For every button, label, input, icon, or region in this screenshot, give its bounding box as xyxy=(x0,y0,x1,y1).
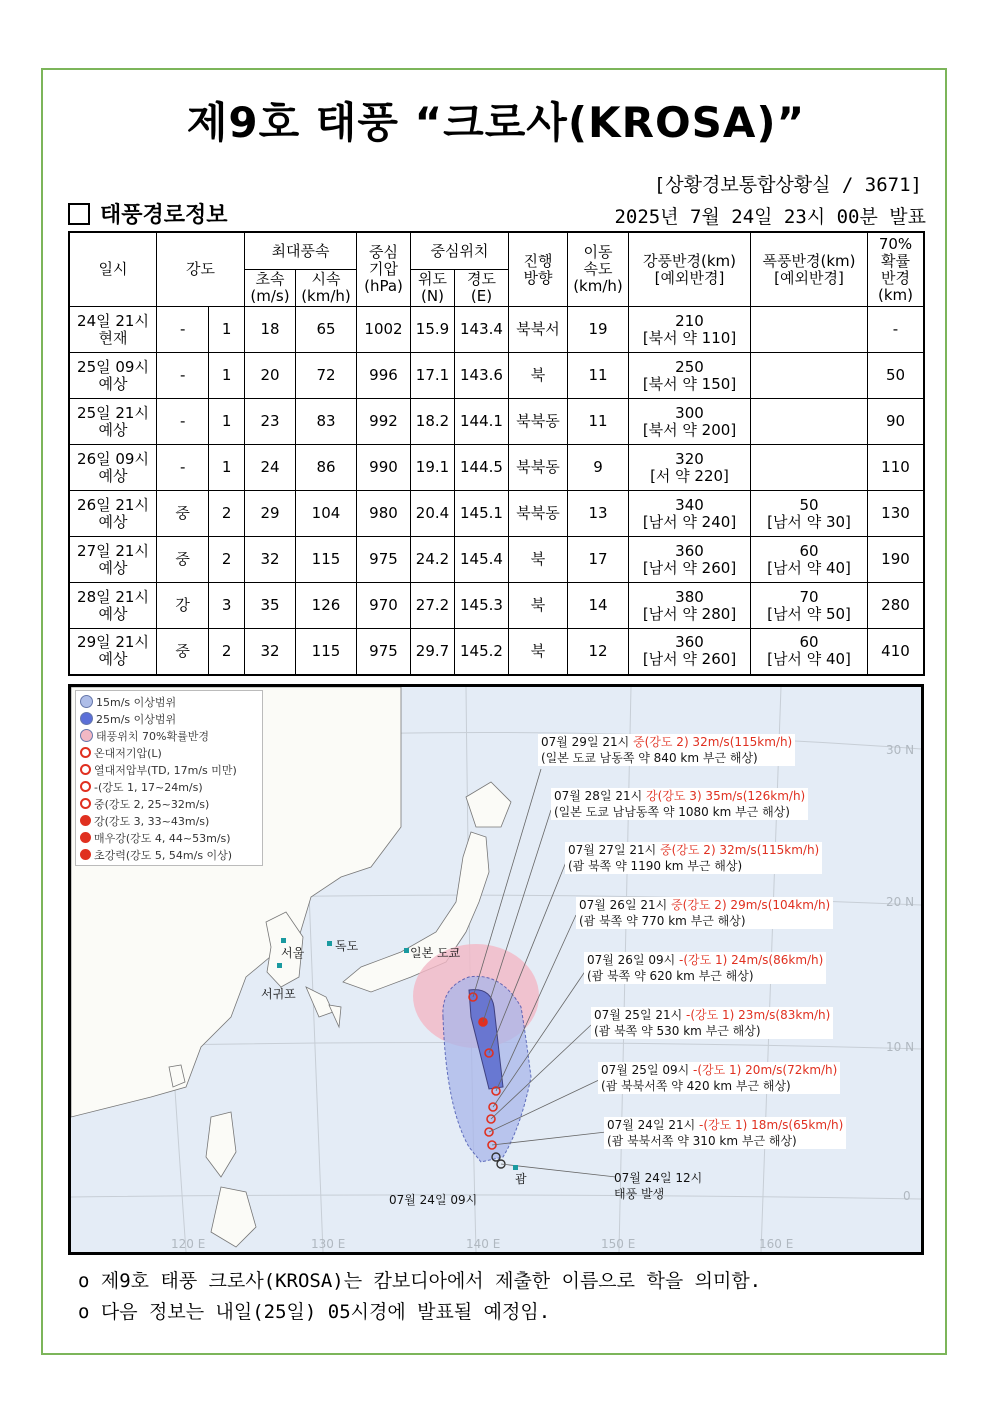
note-line: o 제9호 태풍 크로사(KROSA)는 캄보디아에서 제출한 이름으로 학을 의미함. xyxy=(78,1270,762,1292)
forecast-label xyxy=(598,1062,840,1094)
lat-30-label: 30 N xyxy=(886,743,915,757)
cell-level: 2 xyxy=(209,491,245,537)
cell-prob: 50 xyxy=(868,353,925,399)
cell-time: 24일 21시 현재 xyxy=(69,307,157,353)
legend-label: 강(강도 3, 33~43m/s) xyxy=(94,814,210,828)
legend-item xyxy=(80,693,258,710)
note-line: o 다음 정보는 내일(25일) 05시경에 발표될 예정임. xyxy=(78,1301,551,1323)
cell-hpa: 990 xyxy=(357,445,411,491)
cell-prob: 410 xyxy=(868,629,925,675)
legend-item xyxy=(80,846,258,863)
genesis-text: 태풍 발생 xyxy=(614,1187,665,1201)
forecast-label xyxy=(576,897,833,929)
page-title: 제9호 태풍 “크로사(KROSA)” xyxy=(186,98,806,147)
cell-lat: 29.7 xyxy=(411,629,455,675)
cell-lat: 19.1 xyxy=(411,445,455,491)
lat-10-label: 10 N xyxy=(886,1040,915,1054)
cell-time: 26일 21시 예상 xyxy=(69,491,157,537)
grade1-icon xyxy=(80,781,91,792)
forecast-location: (괌 북쪽 약 620 km 부근 해상) xyxy=(587,969,754,983)
forecast-label xyxy=(591,1007,833,1039)
forecast-time: 07월 26일 21시 xyxy=(579,898,672,912)
cell-storm: 60 [남서 약 40] xyxy=(751,629,868,675)
cell-storm xyxy=(751,399,868,445)
cell-dir: 북 xyxy=(509,537,568,583)
cell-lon: 145.2 xyxy=(455,629,509,675)
cell-grade: 중 xyxy=(157,629,209,675)
cell-ms: 23 xyxy=(245,399,296,445)
cell-grade: - xyxy=(157,353,209,399)
cell-lon: 145.1 xyxy=(455,491,509,537)
col-time: 일시 xyxy=(69,232,157,307)
lat-20-label: 20 N xyxy=(886,895,915,909)
issue-date: 2025년 7월 24일 23시 00분 발표 xyxy=(614,206,926,228)
cell-speed: 12 xyxy=(568,629,629,675)
legend-label: 열대저압부(TD, 17m/s 미만) xyxy=(94,763,237,777)
forecast-time: 07월 25일 09시 xyxy=(601,1063,694,1077)
legend-item xyxy=(80,795,258,812)
place-tokyo: 일본 도쿄 xyxy=(410,946,461,960)
cell-ms: 18 xyxy=(245,307,296,353)
section-heading xyxy=(68,198,228,229)
cell-storm: 60 [남서 약 40] xyxy=(751,537,868,583)
cell-lat: 24.2 xyxy=(411,537,455,583)
table-row xyxy=(69,583,924,629)
cell-time: 28일 21시 예상 xyxy=(69,583,157,629)
cell-lat: 18.2 xyxy=(411,399,455,445)
lat-0-label: 0 xyxy=(903,1189,911,1203)
cell-ms: 32 xyxy=(245,629,296,675)
cell-gale: 320 [서 약 220] xyxy=(629,445,751,491)
forecast-location: (괌 북북서쪽 약 310 km 부근 해상) xyxy=(607,1134,797,1148)
lon-150-label: 150 E xyxy=(601,1237,636,1251)
legend-label: -(강도 1, 17~24m/s) xyxy=(94,780,203,794)
cell-grade: - xyxy=(157,307,209,353)
cell-lon: 145.3 xyxy=(455,583,509,629)
forecast-label xyxy=(604,1117,846,1149)
col-pressure: 중심 기압 (hPa) xyxy=(357,232,411,307)
legend-label: 태풍위치 70%확률반경 xyxy=(96,729,209,743)
cell-kmh: 104 xyxy=(296,491,357,537)
legend-item xyxy=(80,812,258,829)
forecast-intensity: 강(강도 3) 35m/s(126km/h) xyxy=(646,789,806,803)
col-center: 중심위치 xyxy=(411,232,509,270)
cell-level: 2 xyxy=(209,629,245,675)
cell-gale: 360 [남서 약 260] xyxy=(629,537,751,583)
cell-speed: 11 xyxy=(568,399,629,445)
cell-hpa: 970 xyxy=(357,583,411,629)
forecast-label xyxy=(551,788,808,820)
cell-lon: 145.4 xyxy=(455,537,509,583)
circle-blue xyxy=(80,712,93,725)
cell-lon: 143.6 xyxy=(455,353,509,399)
cell-kmh: 86 xyxy=(296,445,357,491)
grade4-icon xyxy=(80,832,91,843)
forecast-intensity: 중(강도 2) 32m/s(115km/h) xyxy=(633,735,793,749)
forecast-location: (괌 북쪽 약 530 km 부근 해상) xyxy=(594,1024,761,1038)
cell-dir: 북 xyxy=(509,353,568,399)
cell-speed: 11 xyxy=(568,353,629,399)
checkbox-icon xyxy=(68,203,90,225)
cell-gale: 380 [남서 약 280] xyxy=(629,583,751,629)
table-row xyxy=(69,307,924,353)
cell-grade: - xyxy=(157,445,209,491)
col-wind-ms: 초속 (m/s) xyxy=(245,270,296,307)
cell-hpa: 980 xyxy=(357,491,411,537)
forecast-location: (괌 북북서쪽 약 420 km 부근 해상) xyxy=(601,1079,791,1093)
cell-prob: - xyxy=(868,307,925,353)
place-seoul: 서울 xyxy=(281,946,305,960)
cell-speed: 17 xyxy=(568,537,629,583)
cell-time: 25일 21시 예상 xyxy=(69,399,157,445)
cell-grade: 강 xyxy=(157,583,209,629)
cell-kmh: 83 xyxy=(296,399,357,445)
cell-kmh: 115 xyxy=(296,537,357,583)
cell-lon: 143.4 xyxy=(455,307,509,353)
legend-item xyxy=(80,744,258,761)
track-map xyxy=(68,684,924,1255)
grade5-icon xyxy=(80,849,91,860)
cell-storm xyxy=(751,353,868,399)
section-title: 태풍경로정보 xyxy=(100,203,228,228)
col-wind-kmh: 시속 (km/h) xyxy=(296,270,357,307)
cell-level: 2 xyxy=(209,537,245,583)
cell-grade: 중 xyxy=(157,537,209,583)
cell-storm xyxy=(751,307,868,353)
cell-storm: 70 [남서 약 50] xyxy=(751,583,868,629)
cell-grade: - xyxy=(157,399,209,445)
col-lon: 경도 (E) xyxy=(455,270,509,307)
forecast-time: 07월 26일 09시 xyxy=(587,953,680,967)
place-dokdo: 독도 xyxy=(335,939,359,953)
table-row xyxy=(69,491,924,537)
forecast-label xyxy=(538,734,795,766)
cell-time: 26일 09시 예상 xyxy=(69,445,157,491)
cell-lat: 15.9 xyxy=(411,307,455,353)
notes xyxy=(78,1266,761,1328)
legend-item xyxy=(80,710,258,727)
table-row xyxy=(69,537,924,583)
cell-hpa: 996 xyxy=(357,353,411,399)
cell-gale: 300 [북서 약 200] xyxy=(629,399,751,445)
forecast-time: 07월 29일 21시 xyxy=(541,735,634,749)
cell-storm xyxy=(751,445,868,491)
extratropical-icon xyxy=(80,747,91,758)
forecast-location: (괌 북쪽 약 770 km 부근 해상) xyxy=(579,914,746,928)
cell-dir: 북북동 xyxy=(509,445,568,491)
cell-lon: 144.5 xyxy=(455,445,509,491)
forecast-label xyxy=(565,842,822,874)
forecast-intensity: 중(강도 2) 32m/s(115km/h) xyxy=(660,843,820,857)
cell-gale: 210 [북서 약 110] xyxy=(629,307,751,353)
cell-gale: 360 [남서 약 260] xyxy=(629,629,751,675)
table-row xyxy=(69,629,924,675)
lon-130-label: 130 E xyxy=(311,1237,346,1251)
lon-140-label: 140 E xyxy=(466,1237,501,1251)
col-prob-radius: 70% 확률 반경 (km) xyxy=(868,232,925,307)
legend-item xyxy=(80,778,258,795)
cell-kmh: 72 xyxy=(296,353,357,399)
col-intensity: 강도 xyxy=(157,232,245,307)
cell-time: 29일 21시 예상 xyxy=(69,629,157,675)
legend-label: 중(강도 2, 25~32m/s) xyxy=(94,797,210,811)
cell-dir: 북북서 xyxy=(509,307,568,353)
lon-120-label: 120 E xyxy=(171,1237,206,1251)
cell-prob: 280 xyxy=(868,583,925,629)
forecast-location: (일본 도쿄 남동쪽 약 840 km 부근 해상) xyxy=(541,751,758,765)
col-direction: 진행 방향 xyxy=(509,232,568,307)
cell-level: 1 xyxy=(209,307,245,353)
circle-pink xyxy=(80,729,93,742)
cell-speed: 9 xyxy=(568,445,629,491)
cell-kmh: 126 xyxy=(296,583,357,629)
col-max-wind: 최대풍속 xyxy=(245,232,357,270)
cell-hpa: 975 xyxy=(357,629,411,675)
forecast-intensity: -(강도 1) 20m/s(72km/h) xyxy=(693,1063,838,1077)
cell-dir: 북 xyxy=(509,583,568,629)
legend-label: 초강력(강도 5, 54m/s 이상) xyxy=(94,848,233,862)
cell-level: 1 xyxy=(209,399,245,445)
legend-label: 온대저기압(L) xyxy=(94,746,162,760)
cell-ms: 32 xyxy=(245,537,296,583)
grade2-icon xyxy=(80,798,91,809)
forecast-intensity: -(강도 1) 24m/s(86km/h) xyxy=(679,953,824,967)
table-row xyxy=(69,399,924,445)
legend-item xyxy=(80,829,258,846)
col-lat: 위도 (N) xyxy=(411,270,455,307)
lon-160-label: 160 E xyxy=(759,1237,794,1251)
forecast-intensity: -(강도 1) 18m/s(65km/h) xyxy=(699,1118,844,1132)
legend-label: 25m/s 이상범위 xyxy=(96,712,177,726)
cell-level: 1 xyxy=(209,353,245,399)
cell-gale: 340 [남서 약 240] xyxy=(629,491,751,537)
cell-speed: 13 xyxy=(568,491,629,537)
cell-dir: 북북동 xyxy=(509,399,568,445)
legend-label: 15m/s 이상범위 xyxy=(96,695,177,709)
map-legend xyxy=(75,690,263,866)
forecast-time: 07월 27일 21시 xyxy=(568,843,661,857)
cell-ms: 35 xyxy=(245,583,296,629)
cell-dir: 북북동 xyxy=(509,491,568,537)
cell-prob: 110 xyxy=(868,445,925,491)
forecast-label xyxy=(584,952,826,984)
cell-kmh: 65 xyxy=(296,307,357,353)
forecast-location: (일본 도쿄 남남동쪽 약 1080 km 부근 해상) xyxy=(554,805,790,819)
start-time-label: 07월 24일 09시 xyxy=(389,1193,478,1207)
cell-hpa: 992 xyxy=(357,399,411,445)
cell-hpa: 1002 xyxy=(357,307,411,353)
cell-grade: 중 xyxy=(157,491,209,537)
forecast-intensity: -(강도 1) 23m/s(83km/h) xyxy=(686,1008,831,1022)
legend-item xyxy=(80,727,258,744)
col-gale-radius: 강풍반경(km) [예외반경] xyxy=(629,232,751,307)
cell-kmh: 115 xyxy=(296,629,357,675)
cell-gale: 250 [북서 약 150] xyxy=(629,353,751,399)
cell-level: 1 xyxy=(209,445,245,491)
cell-ms: 29 xyxy=(245,491,296,537)
col-storm-radius: 폭풍반경(km) [예외반경] xyxy=(751,232,868,307)
forecast-time: 07월 24일 21시 xyxy=(607,1118,700,1132)
cell-time: 27일 21시 예상 xyxy=(69,537,157,583)
legend-label: 매우강(강도 4, 44~53m/s) xyxy=(94,831,231,845)
legend-item xyxy=(80,761,258,778)
table-row xyxy=(69,445,924,491)
cell-ms: 24 xyxy=(245,445,296,491)
cell-ms: 20 xyxy=(245,353,296,399)
circle-light-blue xyxy=(80,695,93,708)
cell-prob: 130 xyxy=(868,491,925,537)
forecast-time: 07월 25일 21시 xyxy=(594,1008,687,1022)
forecast-time: 07월 28일 21시 xyxy=(554,789,647,803)
place-seogwipo: 서귀포 xyxy=(261,987,296,1001)
td-icon xyxy=(80,764,91,775)
forecast-intensity: 중(강도 2) 29m/s(104km/h) xyxy=(671,898,831,912)
cell-prob: 190 xyxy=(868,537,925,583)
cell-level: 3 xyxy=(209,583,245,629)
place-guam: 괌 xyxy=(515,1172,527,1186)
cell-lat: 20.4 xyxy=(411,491,455,537)
cell-lon: 144.1 xyxy=(455,399,509,445)
col-speed: 이동 속도 (km/h) xyxy=(568,232,629,307)
table-row xyxy=(69,353,924,399)
cell-lat: 17.1 xyxy=(411,353,455,399)
genesis-time: 07월 24일 12시 xyxy=(614,1171,703,1185)
cell-speed: 19 xyxy=(568,307,629,353)
cell-prob: 90 xyxy=(868,399,925,445)
cell-storm: 50 [남서 약 30] xyxy=(751,491,868,537)
cell-hpa: 975 xyxy=(357,537,411,583)
grade3-icon xyxy=(80,815,91,826)
cell-speed: 14 xyxy=(568,583,629,629)
cell-time: 25일 09시 예상 xyxy=(69,353,157,399)
track-table xyxy=(68,231,925,676)
cell-dir: 북 xyxy=(509,629,568,675)
issuer: [상황경보통합상황실 / 3671] xyxy=(653,174,922,196)
forecast-location: (괌 북쪽 약 1190 km 부근 해상) xyxy=(568,859,743,873)
genesis-label xyxy=(614,1170,702,1202)
cell-lat: 27.2 xyxy=(411,583,455,629)
